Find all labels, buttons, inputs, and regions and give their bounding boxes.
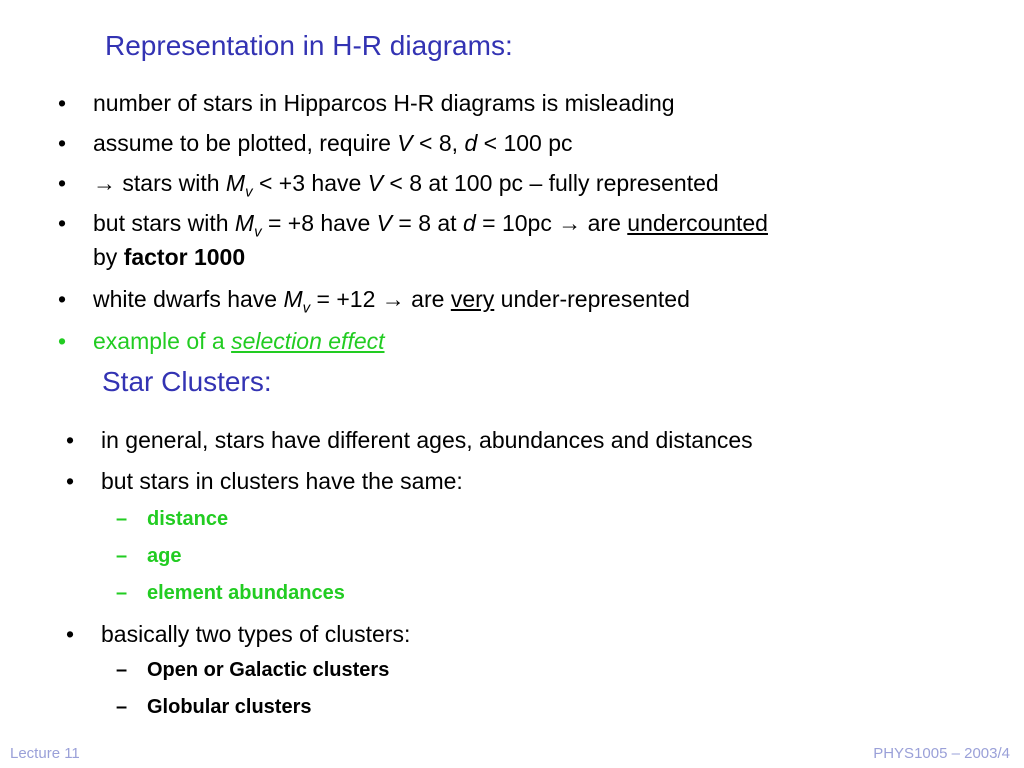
right-arrow-icon: → xyxy=(381,286,405,312)
selection-effect-link[interactable]: selection effect xyxy=(231,328,385,354)
sub-bullet-text: Open or Galactic clusters xyxy=(147,659,390,681)
sub-bullet-text: distance xyxy=(147,508,229,530)
dash-marker: – xyxy=(116,508,128,530)
bullet-text: number of stars in Hipparcos H-R diagrams is misleading xyxy=(93,90,675,116)
bullet-marker: • xyxy=(58,90,67,116)
dash-marker: – xyxy=(116,545,128,567)
bullet-marker: • xyxy=(58,286,67,312)
footer-course-label: PHYS1005 – 2003/4 xyxy=(873,745,1010,762)
bullet-marker: • xyxy=(58,130,67,156)
bullet-item xyxy=(66,618,411,650)
bullet-item xyxy=(58,207,768,241)
bullet-item xyxy=(66,465,463,497)
bullet-text: white dwarfs have $M_v = +12$ → are very under-represented xyxy=(93,286,690,317)
bullet-text: assume to be plotted, require V < 8, d < 100 pc xyxy=(93,130,573,156)
bullet-text: in general, stars have different ages, abundances and distances xyxy=(101,427,753,453)
bullet-item xyxy=(58,127,573,159)
bullet-marker: • xyxy=(58,328,67,354)
dash-marker: – xyxy=(116,696,128,718)
bullet-marker: • xyxy=(66,621,75,647)
bullet-text: but stars with $M_v = +8$ have V = 8 at d = 10pc → are undercounted xyxy=(93,210,768,241)
dash-marker: – xyxy=(116,659,128,681)
bullet-marker: • xyxy=(58,170,67,196)
right-arrow-icon: → xyxy=(558,210,582,236)
sub-bullet-text: Globular clusters xyxy=(147,696,312,718)
section-title-hr-diagrams: Representation in H-R diagrams: xyxy=(105,30,513,61)
bullet-continuation: by factor 1000 xyxy=(93,244,246,270)
bullet-item xyxy=(66,424,753,456)
section-title-star-clusters: Star Clusters: xyxy=(102,366,272,397)
bullet-marker: • xyxy=(58,210,67,236)
bullet-item xyxy=(58,325,385,357)
dash-marker: – xyxy=(116,582,128,604)
sub-bullet-item xyxy=(116,505,229,533)
bullet-text: example of a selection effect xyxy=(93,328,385,354)
bullet-item xyxy=(58,167,719,201)
sub-bullet-text: age xyxy=(147,545,182,567)
bullet-text: basically two types of clusters: xyxy=(101,621,411,647)
bullet-text: but stars in clusters have the same: xyxy=(101,468,463,494)
sub-bullet-text: element abundances xyxy=(147,582,345,604)
bullet-item xyxy=(58,283,690,317)
sub-bullet-item xyxy=(116,542,182,570)
sub-bullet-item xyxy=(116,579,345,607)
bullet-marker: • xyxy=(66,427,75,453)
bullet-text: → stars with $M_v < +3$ have V < 8 at 100 pc – fully represented xyxy=(93,170,719,201)
sub-bullet-item xyxy=(116,693,312,721)
right-arrow-icon: → xyxy=(93,170,116,196)
bullet-marker: • xyxy=(66,468,75,494)
bullet-item xyxy=(58,87,675,119)
sub-bullet-item xyxy=(116,656,390,684)
footer-lecture-label: Lecture 11 xyxy=(10,745,80,762)
